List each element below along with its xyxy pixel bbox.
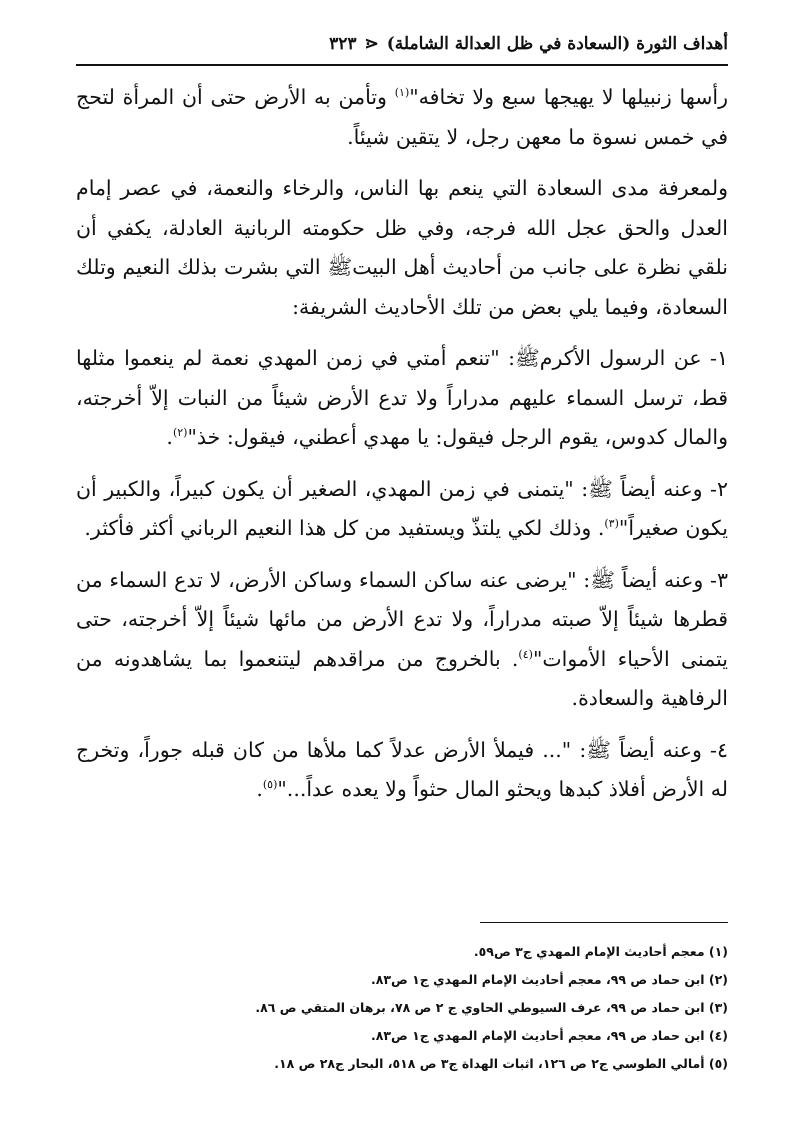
footnote-ref-1: (١) xyxy=(394,86,410,100)
footnote-ref-2: (٢) xyxy=(172,426,188,440)
paragraph-6 xyxy=(76,731,728,810)
paragraph-6-text-b: . xyxy=(256,777,263,801)
paragraph-5 xyxy=(76,561,728,719)
paragraph-1-text-b: وتأمن به الأرض حتى أن المرأة لتحج في خمس نسوة ما معهن رجل، لا يتقين شيئاً. xyxy=(76,85,728,149)
page-number: ٣٢٣ xyxy=(329,34,357,54)
footnotes xyxy=(76,938,728,1078)
footnote-ref-3: (٣) xyxy=(604,517,619,531)
paragraph-6-text: ٤- وعنه أيضاً ﷺ: "... فيملأ الأرض عدلاً كما ملأها من كان قبله جوراً، وتخرج له الأرض أفلاذ كبدها ويحثو المال حثواً ولا يعده عداً..." xyxy=(76,737,728,801)
footnote-divider xyxy=(480,922,728,923)
paragraph-3 xyxy=(76,339,728,458)
header-divider xyxy=(76,64,728,66)
paragraph-1 xyxy=(76,78,728,157)
paragraph-5-text-b: . بالخروج من مراقدهم ليتنعموا بما يشاهدونه من الرفاهية والسعادة. xyxy=(76,646,728,710)
footnote-1: (١) معجم أحاديث الإمام المهدي ج٣ ص٥٩. xyxy=(473,944,728,959)
paragraph-5-text: ٣- وعنه أيضاً ﷺ: "يرضى عنه ساكن السماء وساكن الأرض، لا تدع السماء من قطرها شيئاً إلاّ صبته مدراراً، ولا تدع الأرض من مائها شيئاً إلاّ أخرجته، حتى يتمنى الأحياء الأموات" xyxy=(76,567,728,671)
header-title: أهداف الثورة (السعادة في ظل العدالة الشاملة) xyxy=(386,34,728,54)
paragraph-4-text-b: . وذلك لكي يلتذّ ويستفيد من كل هذا النعيم الرباني أكثر فأكثر. xyxy=(84,516,605,540)
footnote-ref-4: (٤) xyxy=(518,647,533,661)
footnote-ref-5: (٥) xyxy=(262,778,278,792)
paragraph-1-text: رأسها زنبيلها لا يهيجها سبع ولا تخافه" xyxy=(409,85,728,109)
paragraph-2: ولمعرفة مدى السعادة التي ينعم بها الناس، والرخاء والنعمة، في عصر إمام العدل والحق عجل الله فرجه، وفي ظل حكومته الربانية العادلة، يكفي أن نلقي نظرة على جانب من أحاديث أهل البيتﷺ التي بشرت بذلك النعيم وتلك السعادة، وفيما يلي بعض من تلك الأحاديث الشريفة: xyxy=(76,176,728,319)
paragraph-4 xyxy=(76,470,728,549)
footnote-3: (٣) ابن حماد ص ٩٩، عرف السيوطي الحاوي ج ٢ ص ٧٨، برهان المتقي ص ٨٦. xyxy=(255,1000,728,1015)
paragraph-3-text-b: . xyxy=(166,425,173,449)
footnote-5: (٥) أمالي الطوسي ج٢ ص ١٢٦، اثبات الهداة ج٣ ص ٥١٨، البحار ج٢٨ ص ١٨. xyxy=(274,1056,728,1071)
paragraph-3-text: ١- عن الرسول الأكرمﷺ: "تنعم أمتي في زمن المهدي نعمة لم ينعموا مثلها قط، ترسل السماء عليهم مدراراً ولا تدع الأرض شيئاً من النبات إلاّ أخرجته، والمال كدوس، يقوم الرجل فيقول: يا مهدي أعطني، فيقول: خذ" xyxy=(76,346,728,449)
running-header xyxy=(78,30,728,58)
footnote-2: (٢) ابن حماد ص ٩٩، معجم أحاديث الإمام المهدي ج١ ص٨٣. xyxy=(370,972,728,987)
paragraph-4-text: ٢- وعنه أيضاً ﷺ: "يتمنى في زمن المهدي، الصغير أن يكون كبيراً، والكبير أن يكون صغيراً" xyxy=(76,476,728,540)
header-marker-icon: ⋖ xyxy=(364,34,379,54)
footnote-4: (٤) ابن حماد ص ٩٩، معجم أحاديث الإمام المهدي ج١ ص٨٣. xyxy=(370,1028,728,1043)
main-text xyxy=(76,78,728,822)
